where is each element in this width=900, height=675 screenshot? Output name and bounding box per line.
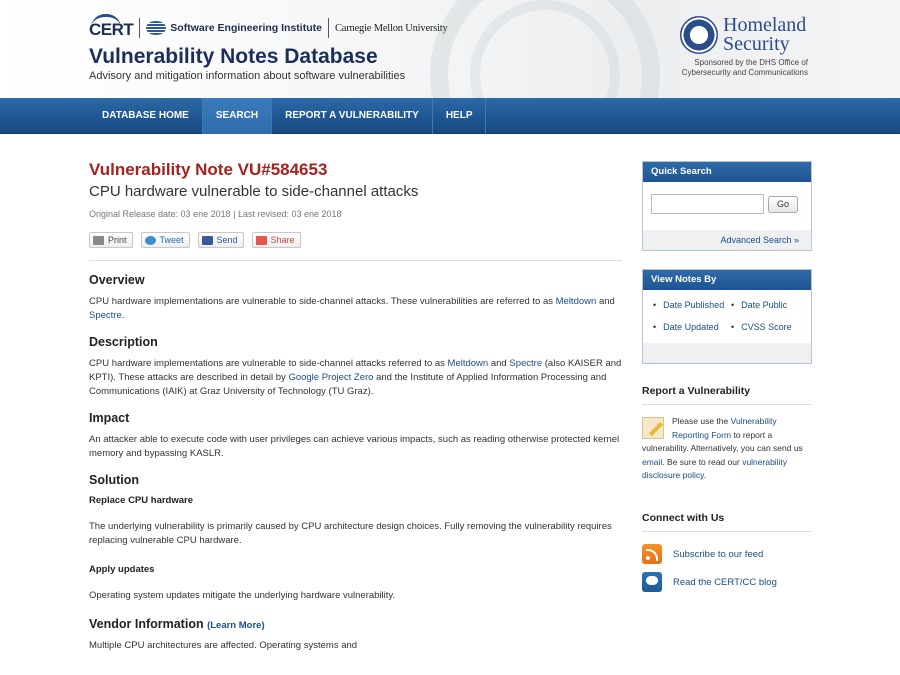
nav-database-home[interactable]: DATABASE HOME (89, 98, 203, 134)
report-section (642, 385, 812, 483)
spectre-link[interactable]: Spectre (89, 310, 122, 321)
solution-replace-text: The underlying vulnerability is primarily caused by CPU architecture design choices. Fully removing the vulnerability requires replacing vulnerable CPU hardware. (89, 521, 612, 546)
advanced-search-link[interactable]: Advanced Search » (720, 235, 799, 245)
date-published-link[interactable]: Date Published (663, 300, 725, 310)
note-title: CPU hardware vulnerable to side-channel attacks (89, 183, 419, 200)
print-button[interactable]: Print (89, 232, 133, 248)
description-text: CPU hardware implementations are vulnerable to side-channel attacks referred to as Meltdown and Spectre (also KAISER and KPTI). These attacks are described in detail by Google Project Zero and the Institute of Applied Information Processing and Communications (IAIK) at Graz University of Technology (TU Graz). (89, 358, 622, 397)
connect-heading: Connect with Us (642, 512, 812, 532)
blog-icon[interactable] (642, 572, 662, 592)
google-project-zero-link[interactable]: Google Project Zero (288, 372, 374, 383)
solution-subheading-replace: Replace CPU hardware (89, 495, 194, 506)
solution-subheading-updates: Apply updates (89, 564, 155, 575)
go-button[interactable]: Go (768, 196, 798, 213)
sei-logo[interactable]: Software Engineering Institute (170, 22, 322, 34)
printer-icon (93, 236, 104, 245)
email-link[interactable]: email (642, 456, 663, 467)
quick-search-box (642, 161, 812, 251)
dhs-name: Homeland Security (723, 14, 807, 55)
impact-text: An attacker able to execute code with user privileges can achieve various impacts, such as reading otherwise protected kernel memory and bypassing KASLR. (89, 434, 620, 459)
view-notes-box (642, 269, 812, 364)
site-header (0, 0, 900, 98)
share-bar (89, 232, 622, 261)
nav-help[interactable]: HELP (433, 98, 487, 134)
report-heading: Report a Vulnerability (642, 385, 812, 405)
cvss-score-link[interactable]: CVSS Score (741, 322, 792, 332)
dhs-sponsor-text: Sponsored by the DHS Office of Cybersecurity and Communications (681, 58, 808, 77)
logo-divider (139, 18, 140, 38)
view-notes-title: View Notes By (643, 270, 811, 290)
vendor-heading: Vendor Information (Learn More) (89, 617, 265, 631)
pencil-icon (642, 417, 664, 439)
release-dates: Original Release date: 03 ene 2018 | Last revised: 03 ene 2018 (89, 209, 342, 219)
description-heading: Description (89, 335, 158, 349)
overview-text: CPU hardware implementations are vulnerable to side-channel attacks. These vulnerabilities are referred to as Meltdown and Spectre. (89, 296, 615, 321)
twitter-icon (145, 236, 156, 245)
spectre-link[interactable]: Spectre (509, 358, 543, 369)
share-plus-icon (256, 236, 267, 245)
nav-search[interactable]: SEARCH (203, 98, 272, 134)
disclosure-policy-link[interactable]: vulnerability disclosure policy (642, 456, 788, 480)
vendor-text: Multiple CPU architectures are affected. Operating systems and (89, 640, 358, 651)
report-text: Please use the Vulnerability Reporting Form to report a vulnerability. Alternatively, you can send us email. Be sure to read our vulnerability disclosure policy. (642, 416, 803, 480)
rss-icon[interactable] (642, 544, 662, 564)
site-title[interactable]: Vulnerability Notes Database (89, 45, 378, 68)
connect-section (642, 512, 812, 592)
learn-more-link[interactable]: (Learn More) (207, 620, 265, 631)
dhs-seal-icon (680, 16, 718, 54)
main-nav (0, 98, 900, 134)
date-public-link[interactable]: Date Public (741, 300, 788, 310)
partner-logos (89, 14, 448, 42)
overview-heading: Overview (89, 273, 145, 287)
nav-report-vulnerability[interactable]: REPORT A VULNERABILITY (272, 98, 433, 134)
impact-heading: Impact (89, 411, 130, 425)
facebook-icon (202, 236, 213, 245)
site-subtitle: Advisory and mitigation information about software vulnerabilities (89, 70, 406, 82)
cert-blog-link[interactable]: Read the CERT/CC blog (673, 576, 777, 588)
quick-search-title: Quick Search (643, 162, 811, 182)
date-updated-link[interactable]: Date Updated (663, 322, 719, 332)
dhs-logo[interactable] (680, 14, 815, 84)
cert-logo[interactable]: CERT (89, 16, 133, 40)
main-content (89, 160, 622, 653)
meltdown-link[interactable]: Meltdown (447, 358, 489, 369)
note-id: Vulnerability Note VU#584653 (89, 160, 328, 179)
solution-updates-text: Operating system updates mitigate the underlying hardware vulnerability. (89, 590, 396, 601)
meltdown-link[interactable]: Meltdown (555, 296, 597, 307)
solution-heading: Solution (89, 473, 139, 487)
sei-globe-icon (146, 21, 166, 35)
subscribe-feed-link[interactable]: Subscribe to our feed (673, 548, 764, 560)
quick-search-input[interactable] (651, 194, 764, 214)
tweet-button[interactable]: Tweet (141, 232, 190, 248)
send-button[interactable]: Send (198, 232, 244, 248)
cmu-logo[interactable]: Carnegie Mellon University (334, 22, 448, 34)
share-button[interactable]: Share (252, 232, 301, 248)
reporting-form-link[interactable]: Vulnerability Reporting Form (672, 416, 777, 440)
logo-divider (328, 18, 329, 38)
